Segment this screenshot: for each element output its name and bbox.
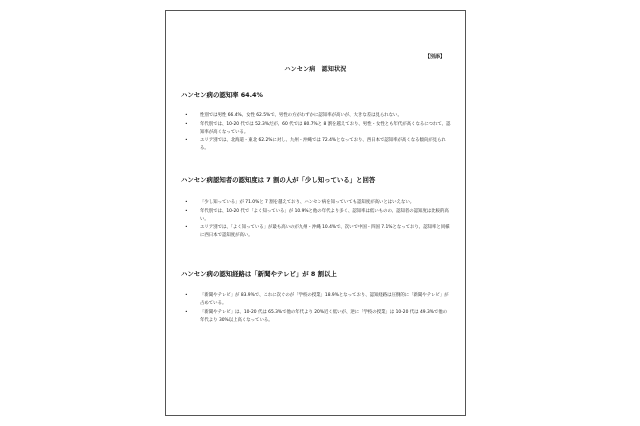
section-heading: ハンセン病認知者の認知度は 7 割の人が「少し知っている」と回答 — [181, 176, 376, 184]
list-item — [181, 199, 451, 207]
list-item — [181, 309, 451, 325]
list-item — [181, 292, 451, 308]
bullet-icon: • — [185, 208, 188, 214]
bullet-icon: • — [185, 113, 188, 118]
bullet-list — [181, 112, 451, 153]
bullet-icon: • — [185, 200, 188, 205]
section-heading: ハンセン病の認知経路は「新聞やテレビ」が 8 割以上 — [181, 270, 337, 278]
list-item-text: 「少し知っている」が 71.0%と 7 割を越えており、ハンセン病を知っていても認知度が高いとはいえない。 — [200, 200, 415, 205]
list-item — [181, 137, 451, 153]
list-item — [181, 208, 451, 224]
section-awareness-channel — [181, 270, 451, 325]
bullet-icon: • — [185, 121, 188, 127]
bullet-list — [181, 199, 451, 240]
bullet-icon: • — [185, 225, 188, 230]
list-item-text: エリア別では、北海道・東北 62.2%に対し、九州・沖縄では 72.4%となっており、西日本で認知率が高くなる傾向が見られる。 — [200, 138, 446, 151]
list-item-text: 年代別では、10-20 代で「よく知っている」が 10.9%と他の年代より多く、認知率は低いものの、認知者の認知度は比較的高い。 — [200, 208, 449, 222]
list-item-text: 「新聞やテレビ」が 83.9%で、これに次ぐのが「学校の授業」18.9%となっており、認知経路は圧倒的に「新聞やテレビ」が占めている。 — [200, 293, 449, 306]
list-item — [181, 121, 451, 137]
section-heading: ハンセン病の認知率 64.4% — [181, 91, 263, 99]
section-awareness-rate — [181, 91, 451, 153]
list-item-text: 性別では男性 66.4%、女性 62.5%で、男性の方がわずかに認知率が高いが、大きな差は見られない。 — [200, 113, 402, 118]
bullet-list — [181, 292, 451, 325]
bullet-icon: • — [185, 138, 188, 143]
bullet-icon: • — [185, 309, 188, 315]
bullet-icon: • — [185, 293, 188, 298]
attachment-tag: 【別添】 — [424, 54, 445, 60]
document-page — [165, 10, 466, 416]
list-item — [181, 112, 451, 120]
document-title: ハンセン病 認知状況 — [284, 66, 347, 73]
list-item-text: 年代別では、10-20 代では 52.3%だが、60 代では 80.7%と 8 割を越えており、男性・女性とも年代が高くなるにつれて、認知率が高くなっている。 — [200, 121, 451, 135]
list-item — [181, 224, 451, 240]
section-awareness-level — [181, 176, 451, 240]
list-item-text: 「新聞やテレビ」は、10-20 代は 65.3%で他の年代より 20%近く低いが、逆に「学校の授業」は 10-20 代は 49.3%で他の年代より 30%以上高くなっている。 — [200, 309, 448, 323]
list-item-text: エリア別では、「よく知っている」が最も高いのが九州・沖縄 10.4%で、次いで中国・四国 7.1%となっており、認知率と同様に西日本で認知度が高い。 — [200, 225, 450, 238]
